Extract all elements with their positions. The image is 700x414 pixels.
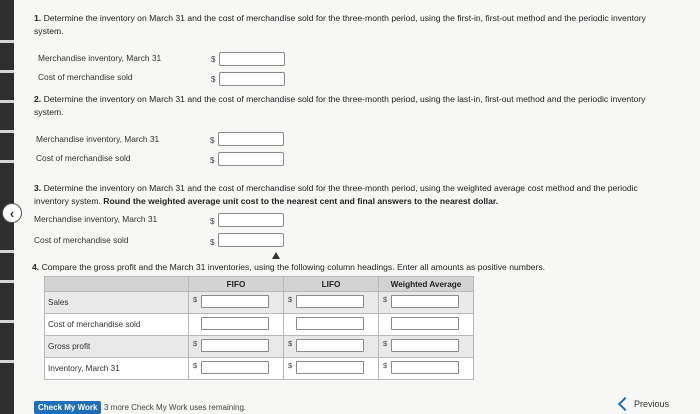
previous-button[interactable]: [620, 399, 669, 409]
strip-notch: [0, 130, 14, 133]
comparison-table: [44, 276, 474, 380]
question-number: 4.: [32, 262, 40, 272]
inventory-lifo-input[interactable]: [296, 361, 364, 374]
q1-inventory-input[interactable]: [219, 52, 285, 66]
gross-profit-lifo-cell: [284, 336, 379, 358]
sales-lifo-cell: [284, 292, 379, 314]
table-row: [45, 292, 474, 314]
q1-cogs-label: Cost of merchandise sold: [38, 72, 133, 82]
cogs-fifo-input[interactable]: [201, 317, 269, 330]
q2-inventory-label: Merchandise inventory, March 31: [36, 134, 160, 144]
check-my-work-button[interactable]: Check My Work: [34, 401, 101, 414]
column-header-fifo: FIFO: [189, 277, 284, 292]
question-prompt: Determine the inventory on March 31 and the cost of merchandise sold for the three-month period, using the weighted average cost method and the periodic inventory system.: [34, 183, 638, 206]
q1-cogs-input[interactable]: [219, 72, 285, 86]
gross-profit-weighted-cell: [379, 336, 474, 358]
currency-symbol: $: [383, 295, 388, 304]
q2-inventory-input[interactable]: [218, 132, 284, 146]
currency-symbol: $: [193, 295, 198, 304]
currency-symbol: $: [288, 295, 293, 304]
cogs-lifo-input[interactable]: [296, 317, 364, 330]
question-prompt: Compare the gross profit and the March 31 inventories, using the following column headings. Enter all amounts as positive numbers.: [41, 262, 546, 272]
question-2-text: [34, 93, 674, 119]
gross-profit-lifo-input[interactable]: [296, 339, 364, 352]
q3-inventory-input[interactable]: [218, 213, 284, 227]
gross-profit-fifo-input[interactable]: [201, 339, 269, 352]
gross-profit-weighted-input[interactable]: [391, 339, 459, 352]
sales-weighted-input[interactable]: [391, 295, 459, 308]
currency-symbol: $: [193, 339, 198, 348]
row-label-sales: Sales: [45, 292, 189, 314]
chevron-left-icon[interactable]: ‹: [2, 203, 22, 223]
chevron-left-icon: [618, 397, 632, 411]
currency-symbol: $: [193, 361, 198, 370]
sales-lifo-input[interactable]: [296, 295, 364, 308]
q3-cogs-label: Cost of merchandise sold: [34, 235, 129, 245]
strip-notch: [0, 40, 14, 43]
currency-symbol: $: [210, 217, 215, 226]
q3-inventory-label: Merchandise inventory, March 31: [34, 214, 158, 224]
rounding-instruction: Round the weighted average unit cost to the nearest cent and final answers to the nearest dollar.: [103, 196, 499, 206]
currency-symbol: $: [383, 361, 388, 370]
inventory-fifo-cell: [189, 358, 284, 380]
column-header-lifo: LIFO: [284, 277, 379, 292]
sales-fifo-cell: [189, 292, 284, 314]
inventory-lifo-cell: [284, 358, 379, 380]
column-header-weighted-average: Weighted Average: [379, 277, 474, 292]
currency-symbol: $: [383, 339, 388, 348]
currency-symbol: $: [211, 75, 216, 84]
currency-symbol: $: [288, 361, 293, 370]
cogs-fifo-cell: [189, 314, 284, 336]
sales-weighted-cell: [379, 292, 474, 314]
strip-notch: [0, 160, 14, 163]
cogs-weighted-input[interactable]: [391, 317, 459, 330]
row-label-inventory: Inventory, March 31: [45, 358, 189, 380]
strip-notch: [0, 320, 14, 323]
table-row: [45, 358, 474, 380]
q3-cogs-input[interactable]: [218, 233, 284, 247]
inventory-fifo-input[interactable]: [201, 361, 269, 374]
table-row: [45, 314, 474, 336]
question-1-text: [34, 12, 674, 38]
question-number: 2.: [34, 94, 42, 104]
q2-cogs-label: Cost of merchandise sold: [36, 153, 131, 163]
check-remaining-text: 3 more Check My Work uses remaining.: [104, 403, 247, 412]
gross-profit-fifo-cell: [189, 336, 284, 358]
row-label-gross-profit: Gross profit: [45, 336, 189, 358]
currency-symbol: $: [288, 339, 293, 348]
table-header-blank: [45, 277, 189, 292]
row-label-cogs: Cost of merchandise sold: [45, 314, 189, 336]
mouse-cursor-icon: [272, 252, 280, 259]
inventory-weighted-cell: [379, 358, 474, 380]
previous-label: Previous: [634, 399, 670, 409]
currency-symbol: $: [210, 156, 215, 165]
currency-symbol: $: [210, 136, 215, 145]
inventory-weighted-input[interactable]: [391, 361, 459, 374]
question-prompt: Determine the inventory on March 31 and the cost of merchandise sold for the three-month period, using the last-in, first-out method and the periodic inventory system.: [34, 94, 646, 117]
question-content: [14, 0, 700, 414]
currency-symbol: $: [210, 238, 215, 247]
cogs-weighted-cell: [379, 314, 474, 336]
strip-notch: [0, 360, 14, 363]
table-header-row: [45, 277, 474, 292]
table-row: [45, 336, 474, 358]
currency-symbol: $: [211, 55, 216, 64]
strip-notch: [0, 280, 14, 283]
cogs-lifo-cell: [284, 314, 379, 336]
question-4-text: [32, 261, 672, 274]
sales-fifo-input[interactable]: [201, 295, 269, 308]
strip-notch: [0, 100, 14, 103]
q1-inventory-label: Merchandise inventory, March 31: [38, 53, 162, 63]
strip-notch: [0, 250, 14, 253]
question-3-text: [34, 182, 674, 208]
question-prompt: Determine the inventory on March 31 and the cost of merchandise sold for the three-month period, using the first-in, first-out method and the periodic inventory system.: [34, 13, 646, 36]
strip-notch: [0, 70, 14, 73]
question-number: 3.: [34, 183, 42, 193]
q2-cogs-input[interactable]: [218, 152, 284, 166]
question-number: 1.: [34, 13, 42, 23]
